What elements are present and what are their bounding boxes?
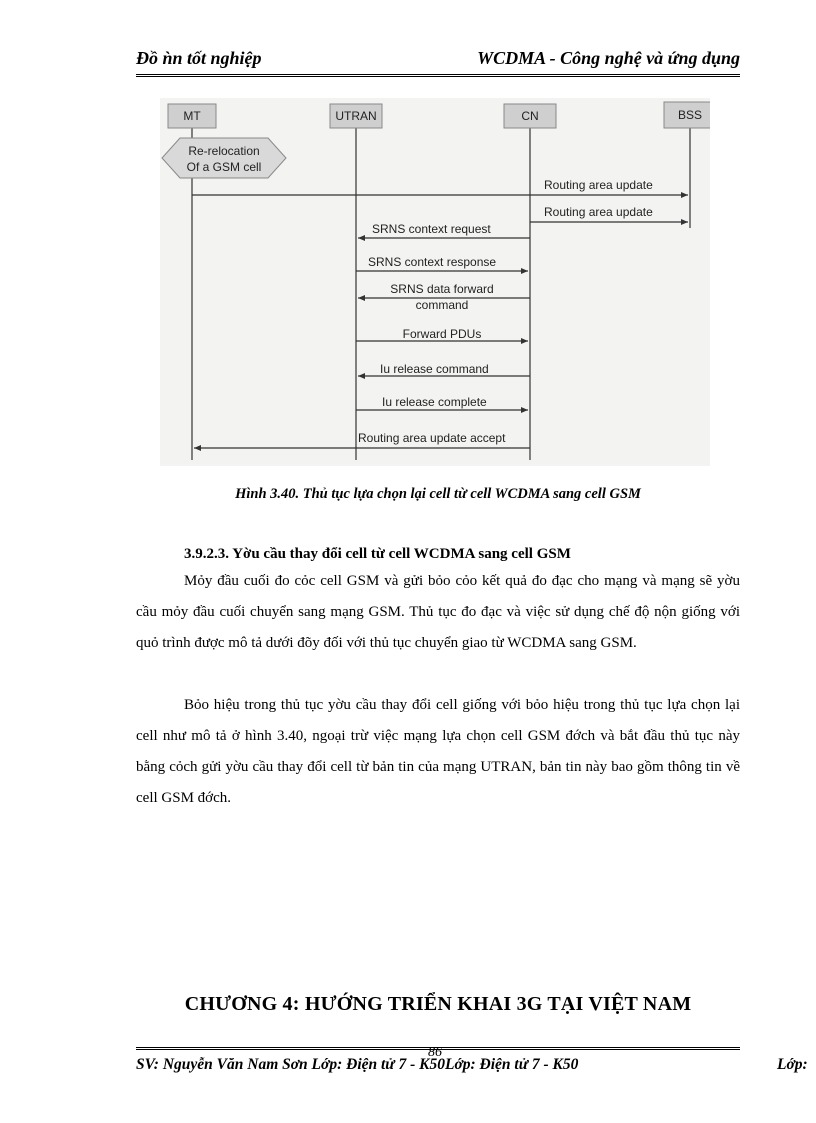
svg-text:UTRAN: UTRAN: [335, 109, 377, 123]
event-hexagon: [162, 138, 286, 178]
svg-text:SRNS context request: SRNS context request: [372, 222, 491, 236]
svg-text:Forward PDUs: Forward PDUs: [402, 327, 482, 341]
svg-text:MT: MT: [183, 109, 201, 123]
message-srns-context-response: [356, 255, 528, 271]
message-routing-area-update-accept: [194, 431, 530, 448]
entity-bss: [664, 102, 710, 128]
section-title: 3.9.2.3. Yờu cầu thay đổi cell từ cell WCDMA sang cell GSM: [184, 546, 571, 562]
svg-text:Of a GSM cell: Of a GSM cell: [186, 160, 262, 174]
message-routing-area-update-1: [192, 178, 688, 195]
sequence-diagram: [160, 98, 710, 466]
footer-text: SV: Nguyễn Văn Nam Sơn Lớp: Điện tử 7 - K50Lớp: Điện tử 7 - K50: [136, 1056, 579, 1073]
message-iu-release-command: [358, 362, 530, 376]
message-srns-data-forward-command: [358, 282, 530, 312]
header-right: WCDMA - Công nghệ và ứng dụng: [477, 48, 740, 68]
chapter-title: CHƯƠNG 4: HƯỚNG TRIỂN KHAI 3G TẠI VIỆT NAM: [184, 993, 692, 1015]
svg-text:Routing area update accept: Routing area update accept: [358, 431, 506, 445]
message-routing-area-update-2: [530, 205, 688, 222]
message-iu-release-complete: [356, 395, 528, 410]
header-left: Đồ ǹn tốt nghiệp: [136, 48, 262, 68]
svg-text:Routing area update: Routing area update: [544, 178, 653, 192]
page-header: [136, 48, 740, 72]
svg-text:Iu release complete: Iu release complete: [382, 395, 487, 409]
page-number: 86: [428, 1045, 442, 1060]
message-forward-pdus: [356, 327, 528, 341]
entity-mt: [168, 104, 216, 128]
svg-text:SRNS context response: SRNS context response: [368, 255, 497, 269]
svg-text:command: command: [415, 298, 469, 312]
figure-caption: Hình 3.40. Thủ tục lựa chọn lại cell từ cell WCDMA sang cell GSM: [235, 486, 641, 502]
paragraph-1-text: Mỏy đầu cuối đo cỏc cell GSM và gửi bỏo cỏo kết quả đo đạc cho mạng và mạng sẽ yờu cầu mỏy đầu cuối chuyển sang mạng GSM. Thủ tục đo đạc và việc sử dụng chế độ nộn giống với quỏ trình được mô tả dưới đõy đối với thủ tục chuyển giao từ WCDMA sang GSM.: [136, 573, 740, 651]
paragraph-2-text: Bỏo hiệu trong thủ tục yờu cầu thay đổi cell giống với bỏo hiệu trong thủ tục lựa chọn lại cell như mô tả ở hình 3.40, ngoại trừ việc mạng lựa chọn cell GSM đớch và bắt đầu thủ tục này bằng cỏch gửi yờu cầu thay đổi cell từ bản tin của mạng UTRAN, bản tin này bao gồm thông tin về cell GSM đớch.: [136, 697, 740, 806]
svg-text:CN: CN: [521, 109, 539, 123]
svg-text:Routing area update: Routing area update: [544, 205, 653, 219]
entity-cn: [504, 104, 556, 128]
entity-utran: [330, 104, 382, 128]
message-srns-context-request: [358, 222, 530, 238]
svg-text:Iu release command: Iu release command: [380, 362, 489, 376]
paragraph-2: [136, 690, 740, 814]
svg-text:BSS: BSS: [677, 108, 703, 122]
svg-text:Re-relocation: Re-relocation: [188, 144, 260, 158]
footer-right: Lớp:: [777, 1056, 808, 1073]
header-rule: [136, 74, 740, 77]
svg-text:SRNS data forward: SRNS data forward: [390, 282, 494, 296]
paragraph-1: [136, 566, 740, 659]
